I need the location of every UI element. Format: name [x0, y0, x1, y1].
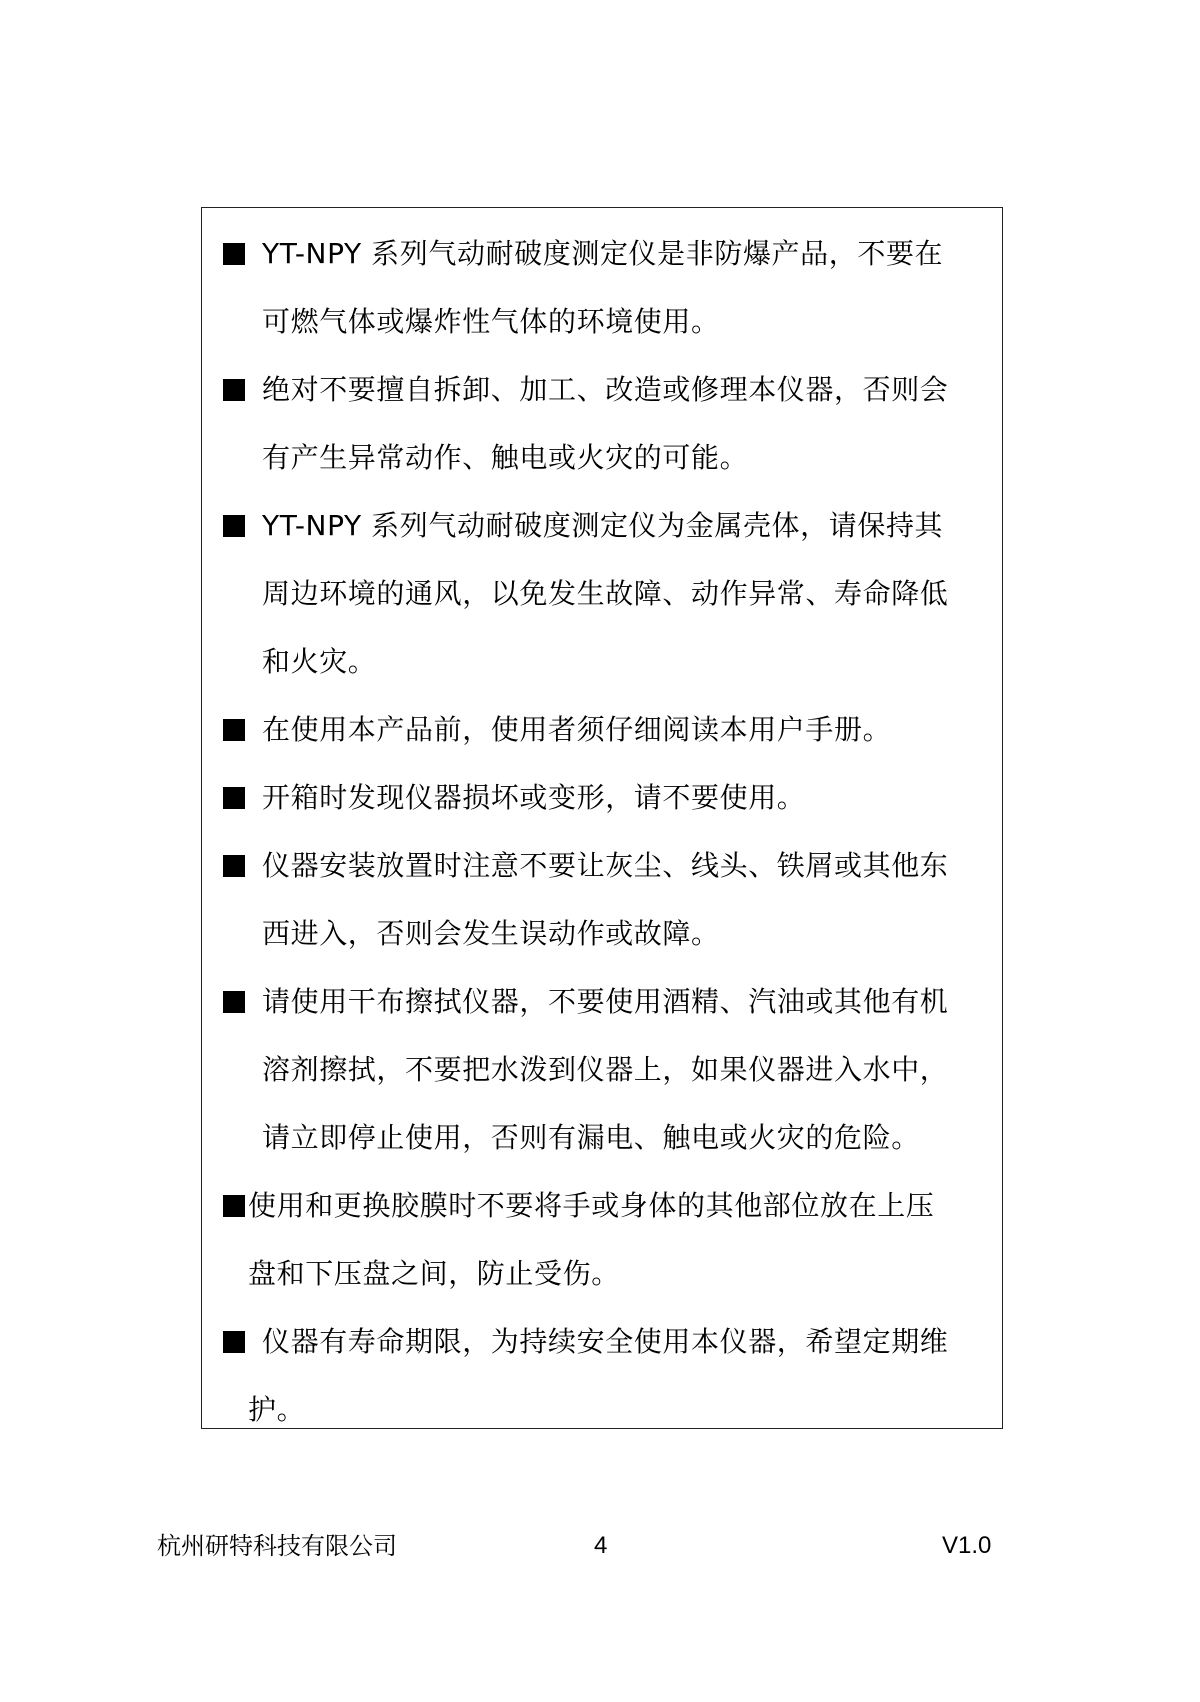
square-bullet-icon — [223, 1331, 245, 1353]
square-bullet-icon — [223, 719, 245, 741]
notice-line: 开箱时发现仪器损坏或变形，请不要使用。 — [262, 781, 806, 814]
notice-line: 仪器安装放置时注意不要让灰尘、线头、铁屑或其他东 — [262, 849, 949, 882]
notice-line: 绝对不要擅自拆卸、加工、改造或修理本仪器，否则会 — [262, 373, 949, 406]
notice-line: 盘和下压盘之间，防止受伤。 — [248, 1257, 620, 1290]
square-bullet-icon — [223, 1195, 245, 1217]
footer-company-name: 杭州研特科技有限公司 — [157, 1532, 397, 1560]
footer-page-number: 4 — [594, 1532, 608, 1559]
notice-line: 请使用干布擦拭仪器，不要使用酒精、汽油或其他有机 — [262, 985, 949, 1018]
square-bullet-icon — [223, 515, 245, 537]
notice-line: 周边环境的通风，以免发生故障、动作异常、寿命降低 — [262, 577, 949, 610]
notice-line: 西进入，否则会发生误动作或故障。 — [262, 917, 720, 950]
square-bullet-icon — [223, 855, 245, 877]
notice-line: YT-NPY 系列气动耐破度测定仪为金属壳体，请保持其 — [262, 509, 944, 542]
notice-line: 在使用本产品前，使用者须仔细阅读本用户手册。 — [262, 713, 892, 746]
notice-line: 溶剂擦拭，不要把水泼到仪器上，如果仪器进入水中， — [262, 1053, 949, 1086]
square-bullet-icon — [223, 243, 245, 265]
footer-version: V1.0 — [942, 1532, 992, 1559]
notice-line: 有产生异常动作、触电或火灾的可能。 — [262, 441, 749, 474]
notice-line: 可燃气体或爆炸性气体的环境使用。 — [262, 305, 720, 338]
square-bullet-icon — [223, 991, 245, 1013]
notice-line: 护。 — [248, 1393, 306, 1426]
notice-line: YT-NPY 系列气动耐破度测定仪是非防爆产品，不要在 — [262, 237, 944, 270]
notice-line: 和火灾。 — [262, 645, 377, 678]
notice-line: 请立即停止使用，否则有漏电、触电或火灾的危险。 — [262, 1121, 920, 1154]
notice-line: 使用和更换胶膜时不要将手或身体的其他部位放在上压 — [248, 1189, 935, 1222]
notice-line: 仪器有寿命期限，为持续安全使用本仪器，希望定期维 — [262, 1325, 949, 1358]
square-bullet-icon — [223, 379, 245, 401]
safety-notice-box — [201, 207, 1003, 1429]
square-bullet-icon — [223, 787, 245, 809]
